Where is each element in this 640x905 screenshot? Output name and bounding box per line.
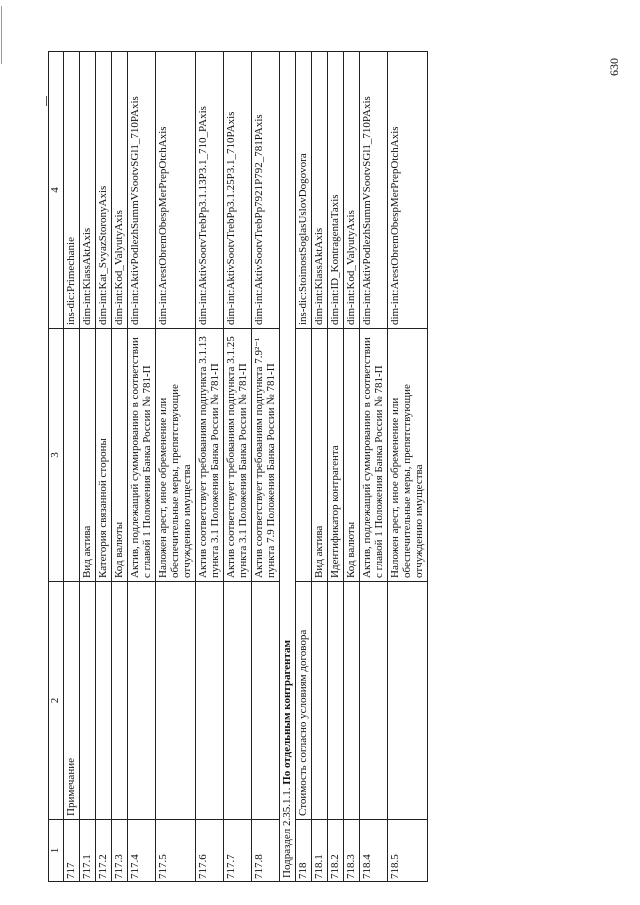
row-code: dim-int:Kod_ValyutyAxis: [112, 52, 128, 329]
table-row: [80, 52, 96, 882]
row-number: 718.2: [328, 820, 344, 882]
row-number: 718: [296, 820, 312, 882]
row-indicator-name: [80, 582, 96, 820]
row-indicator-name: [156, 582, 196, 820]
row-code: dim-int:ArestObremObespMerPrepOtchAxis: [388, 52, 428, 329]
scan-edge-mark: [1, 6, 2, 64]
row-code: dim-int:AktivPodlezhSummVSootvSGl1_710PAxis: [128, 52, 156, 329]
row-description: [296, 329, 312, 582]
row-indicator-name: [388, 582, 428, 820]
header-col-4: 4: [49, 52, 64, 329]
row-indicator-name: [344, 582, 360, 820]
rotated-page-content: [48, 52, 548, 882]
table-row: [328, 52, 344, 882]
row-description: Вид актива: [312, 329, 328, 582]
row-indicator-name: Примечание: [64, 582, 80, 820]
row-description: [64, 329, 80, 582]
table-row: [344, 52, 360, 882]
row-description: Код валюты: [112, 329, 128, 582]
row-number: 717.4: [128, 820, 156, 882]
document-table: [48, 51, 428, 882]
scan-dot-mark: [46, 96, 47, 106]
row-number: 717.2: [96, 820, 112, 882]
row-indicator-name: [328, 582, 344, 820]
row-description: Вид актива: [80, 329, 96, 582]
table-row: [64, 52, 80, 882]
subsection-heading: [280, 52, 296, 882]
row-indicator-name: [360, 582, 388, 820]
table-row: [196, 52, 224, 882]
row-code: dim-int:KlassAktAxis: [312, 52, 328, 329]
page-number: 630: [607, 58, 621, 76]
row-description: Код валюты: [344, 329, 360, 582]
row-indicator-name: [224, 582, 252, 820]
row-code: dim-int:AktivSootvTrebPp3.1.13P3.1_710_PAxis: [196, 52, 224, 329]
row-indicator-name: [112, 582, 128, 820]
row-indicator-name: [128, 582, 156, 820]
row-indicator-name: [252, 582, 280, 820]
table-row: [128, 52, 156, 882]
row-description: Наложен арест, иное обременение или обеспечительные меры, препятствующие отчуждению имущества: [388, 329, 428, 582]
row-description: Актив соответствует требованиям подпункта 3.1.13 пункта 3.1 Положения Банка России № 781-П: [196, 329, 224, 582]
row-code: dim-int:Kod_ValyutyAxis: [344, 52, 360, 329]
row-number: 717.8: [252, 820, 280, 882]
row-indicator-name: [196, 582, 224, 820]
row-indicator-name: Стоимость согласно условиям договора: [296, 582, 312, 820]
row-code: dim-int:Kat_SvyazStoronyAxis: [96, 52, 112, 329]
table-row: [112, 52, 128, 882]
table-body: [49, 52, 428, 882]
row-indicator-name: [96, 582, 112, 820]
table-row: [360, 52, 388, 882]
row-code: ins-dic:Primechanie: [64, 52, 80, 329]
header-col-3: 3: [49, 329, 64, 582]
header-col-1: 1: [49, 820, 64, 882]
row-number: 717.3: [112, 820, 128, 882]
row-code: dim-int:AktivSootvTrebPp7921P792_781PAxis: [252, 52, 280, 329]
row-description: Категория связанной стороны: [96, 329, 112, 582]
table-row: [252, 52, 280, 882]
row-number: 717.5: [156, 820, 196, 882]
row-number: 718.3: [344, 820, 360, 882]
table-header-row: [49, 52, 64, 882]
row-code: dim-int:AktivPodlezhSummVSootvSGl1_710PAxis: [360, 52, 388, 329]
table-row: [312, 52, 328, 882]
row-description: Актив, подлежащий суммированию в соответствии с главой 1 Положения Банка России № 781-П: [360, 329, 388, 582]
row-description: Актив, подлежащий суммированию в соответствии с главой 1 Положения Банка России № 781-П: [128, 329, 156, 582]
subsection-title: По отдельным контрагентам: [281, 639, 293, 785]
row-number: 718.1: [312, 820, 328, 882]
row-code: dim-int:AktivSootvTrebPp3.1.25P3.1_710PAxis: [224, 52, 252, 329]
row-number: 717.7: [224, 820, 252, 882]
row-code: ins-dic:StoimostSoglasUslovDogovora: [296, 52, 312, 329]
row-number: 718.4: [360, 820, 388, 882]
row-code: dim-int:ID_KontragentaTaxis: [328, 52, 344, 329]
row-number: 717: [64, 820, 80, 882]
row-number: 717.6: [196, 820, 224, 882]
subsection-row: [280, 52, 296, 882]
row-description: Наложен арест, иное обременение или обеспечительные меры, препятствующие отчуждению имущества: [156, 329, 196, 582]
header-col-2: 2: [49, 582, 64, 820]
row-code: dim-int:ArestObremObespMerPrepOtchAxis: [156, 52, 196, 329]
subsection-prefix: Подраздел 2.35.1.1.: [281, 784, 293, 878]
row-description: Актив соответствует требованиям подпункта 7.9²⁻¹ пункта 7.9 Положения Банка России № 781-П: [252, 329, 280, 582]
row-description: Актив соответствует требованиям подпункта 3.1.25 пункта 3.1 Положения Банка России № 781-П: [224, 329, 252, 582]
table-row: [296, 52, 312, 882]
row-indicator-name: [312, 582, 328, 820]
table-row: [96, 52, 112, 882]
row-number: 717.1: [80, 820, 96, 882]
table-row: [388, 52, 428, 882]
table-row: [156, 52, 196, 882]
row-number: 718.5: [388, 820, 428, 882]
row-code: dim-int:KlassAktAxis: [80, 52, 96, 329]
row-description: Идентификатор контрагента: [328, 329, 344, 582]
table-row: [224, 52, 252, 882]
